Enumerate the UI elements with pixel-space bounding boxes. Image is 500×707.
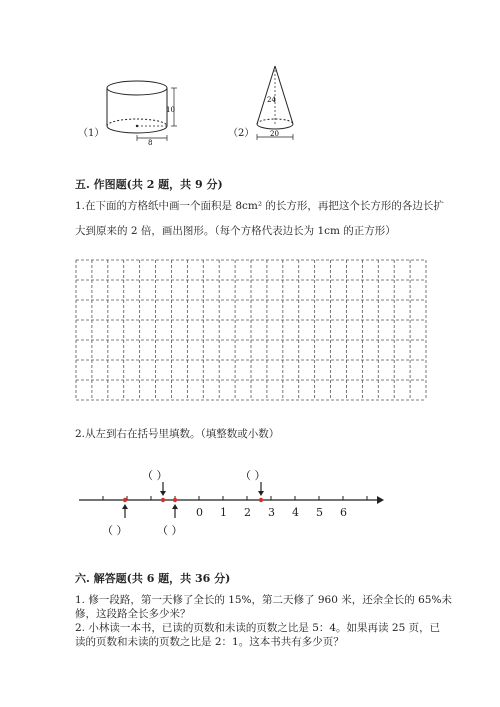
section-5-title: 五. 作图题(共 2 题，共 9 分) — [75, 178, 223, 191]
section-5-q1-line2: 大到原来的 2 倍，画出图形。（每个方格代表边长为 1cm 的正方形） — [75, 225, 396, 237]
section-5-q2: 2.从左到右在括号里填数。（填整数或小数） — [75, 428, 280, 440]
tick-label: 5 — [316, 506, 323, 519]
section-5-q1-line1: 1.在下面的方格纸中画一个面积是 8cm² 的长方形，再把这个长方形的各边长扩 — [75, 200, 444, 212]
marker-point-4 — [259, 498, 263, 502]
cylinder-height-label: 10 — [166, 106, 175, 114]
cylinder-figure — [100, 74, 190, 154]
tick-label: 0 — [196, 506, 203, 519]
section-6-q1-line2: 修，这段路全长多少米？ — [75, 608, 191, 620]
tick-label: 4 — [292, 506, 299, 519]
section-6-q2-line2: 读的页数和未读的页数之比是 2：1。这本书共有多少页？ — [75, 636, 344, 648]
section-6-title: 六. 解答题(共 6 题，共 36 分) — [75, 572, 231, 585]
figure-2-label: （2） — [228, 128, 255, 139]
cone-diameter-label: 20 — [270, 130, 279, 138]
section-6-q2-line1: 2. 小林读一本书，已读的页数和未读的页数之比是 5：4。如果再读 25 页，已 — [75, 622, 441, 634]
tick-label: 1 — [220, 506, 227, 519]
marker-point-1 — [123, 498, 127, 502]
tick-label: 3 — [268, 506, 275, 519]
number-line-arrowhead-icon — [377, 496, 384, 504]
number-line — [75, 462, 385, 542]
tick-label: 6 — [340, 506, 347, 519]
marker-point-2 — [161, 498, 165, 502]
tick-label: 2 — [244, 506, 251, 519]
bracket-top-2: （ ） — [240, 469, 266, 482]
bracket-top-1: （ ） — [142, 469, 168, 482]
marker-point-3 — [173, 498, 177, 502]
figure-1-label: （1） — [78, 128, 105, 139]
bracket-bottom-2: （ ） — [157, 524, 183, 537]
grid-paper — [74, 258, 429, 403]
bracket-bottom-1: （ ） — [102, 524, 128, 537]
cone-figure — [250, 62, 330, 152]
section-6-q1-line1: 1. 修一段路，第一天修了全长的 15%，第二天修了 960 米，还余全长的 65%未 — [75, 594, 452, 606]
cone-height-label: 24 — [267, 96, 276, 104]
cylinder-radius-label: 8 — [148, 139, 153, 147]
